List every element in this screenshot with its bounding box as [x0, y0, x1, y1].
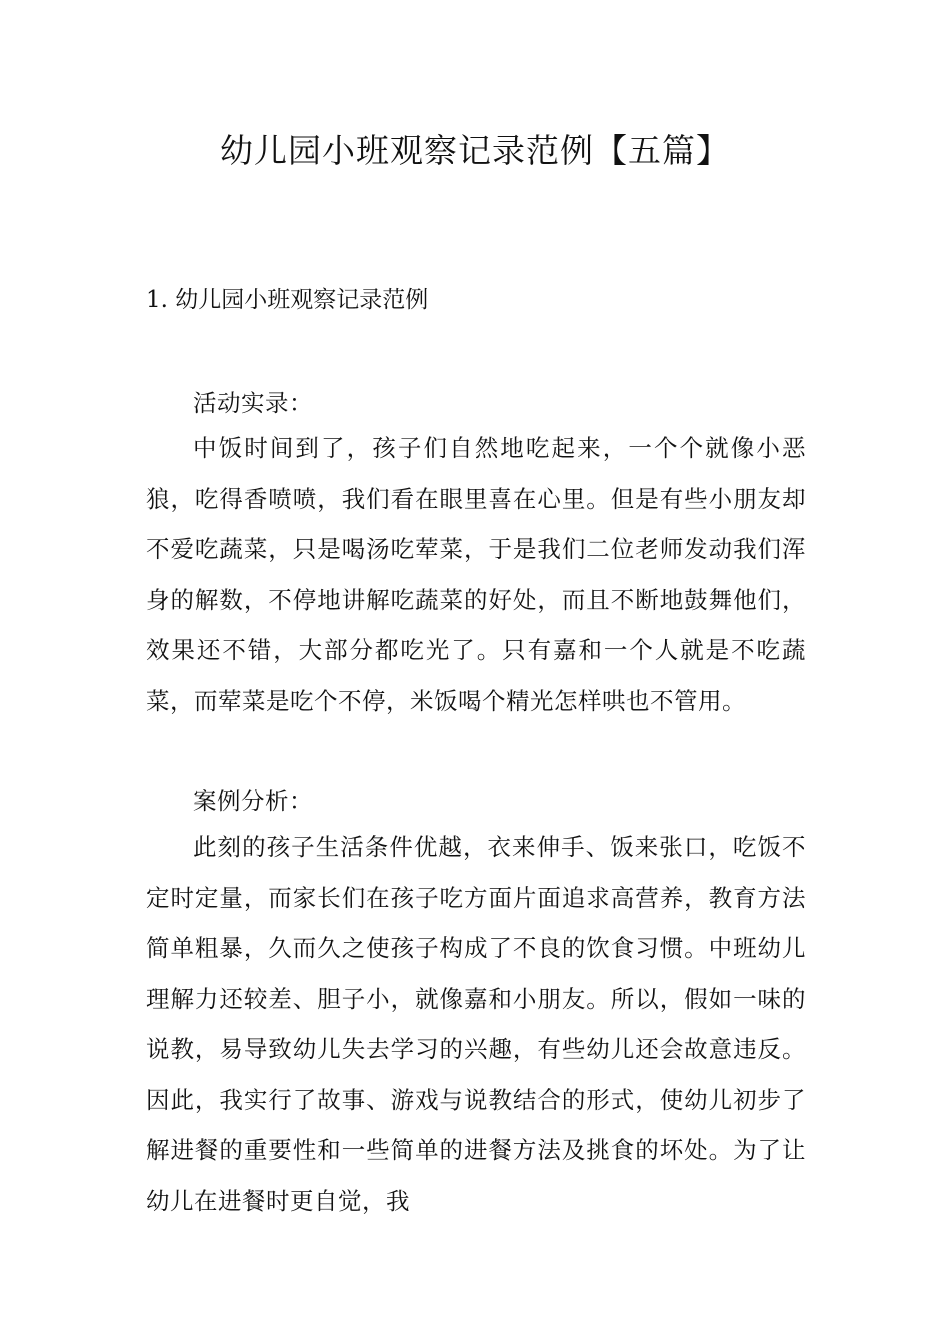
- analysis-label: 案例分析：: [193, 787, 313, 815]
- document-title: 幼儿园小班观察记录范例【五篇】: [220, 131, 730, 170]
- activity-paragraph: 中饭时间到了，孩子们自然地吃起来，一个个就像小恶狼，吃得香喷喷，我们看在眼里喜在心里。但是有些小朋友却不爱吃蔬菜，只是喝汤吃荤菜，于是我们二位老师发动我们浑身的解数，不停地讲解吃蔬菜的好处，而且不断地鼓舞他们，效果还不错，大部分都吃光了。只有嘉和一个人就是不吃蔬菜，而荤菜是吃个不停，米饭喝个精光怎样哄也不管用。: [146, 434, 806, 715]
- activity-label: 活动实录：: [193, 389, 313, 417]
- analysis-paragraph: 此刻的孩子生活条件优越，衣来伸手、饭来张口，吃饭不定时定量，而家长们在孩子吃方面片面追求高营养，教育方法简单粗暴，久而久之使孩子构成了不良的饮食习惯。中班幼儿理解力还较差、胆子小，就像嘉和小朋友。所以，假如一味的说教，易导致幼儿失去学习的兴趣，有些幼儿还会故意违反。因此，我实行了故事、游戏与说教结合的形式，使幼儿初步了解进餐的重要性和一些简单的进餐方法及挑食的坏处。为了让幼儿在进餐时更自觉，我: [146, 833, 806, 1215]
- section-heading: 1. 幼儿园小班观察记录范例: [146, 287, 429, 313]
